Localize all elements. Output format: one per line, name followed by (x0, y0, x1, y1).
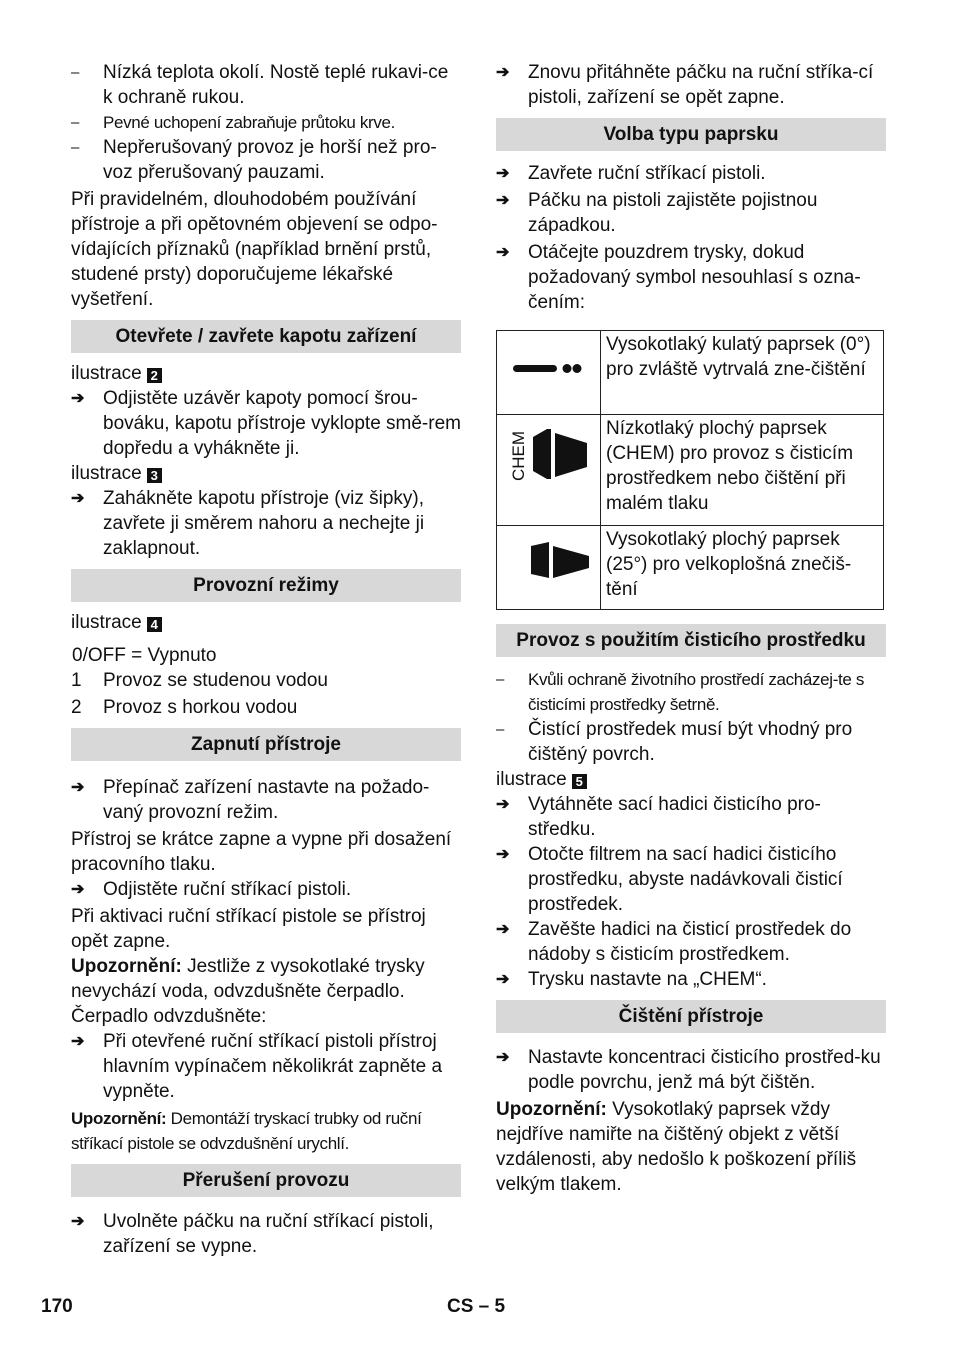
note-text: Jestliže z vysokotlaké trysky nevychází voda, odvzdušněte čerpadlo. (71, 956, 425, 1002)
illustration-label: ilustrace (71, 363, 142, 384)
language-page-label: CS – 5 (447, 1296, 506, 1317)
section-heading: Provozní režimy (71, 569, 461, 602)
step-item (496, 188, 886, 238)
step-item (496, 967, 886, 992)
flat-jet-icon (497, 526, 600, 602)
illustration-ref (71, 361, 461, 386)
step-item (71, 386, 461, 461)
step-text: Znovu přitáhněte páčku na ruční stříka-cí pistoli, zařízení se opět zapne. (528, 62, 874, 108)
arrow-icon: ➔ (496, 165, 510, 182)
paragraph: Při pravidelném, dlouhodobém používání přístroje a při opětovném objevení se odpo-vídajících příznaků (například brnění prstů, studené prsty) doporučujeme lékařské vyšetření. (71, 189, 438, 310)
arrow-icon: ➔ (496, 921, 510, 938)
step-text: Přepínač zařízení nastavte na požado-vaný provozní režim. (103, 777, 430, 823)
list-item (71, 135, 461, 185)
step-item (71, 775, 461, 825)
step-item (71, 877, 461, 902)
table-cell-symbol (497, 331, 601, 415)
spray-type-table (496, 330, 884, 610)
mode-number: 1 (71, 670, 82, 691)
illustration-number-badge: 3 (147, 468, 162, 483)
arrow-icon: ➔ (71, 1213, 85, 1230)
dash-bullet: – (496, 721, 505, 738)
arrow-icon: ➔ (71, 881, 85, 898)
page-number: 170 (41, 1296, 73, 1317)
list-item-text: Kvůli ochraně životního prostředí zacházej-te s čisticími prostředky šetrně. (528, 670, 865, 714)
step-item (496, 792, 886, 842)
mode-item (71, 695, 461, 720)
step-item (496, 842, 886, 917)
list-item-text: Nepřerušovaný provoz je horší než pro-voz přerušovaný pauzami. (103, 137, 437, 183)
section-heading: Volba typu paprsku (496, 118, 886, 151)
mode-number: 2 (71, 697, 82, 718)
step-text: Otáčejte pouzdrem trysky, dokud požadovaný symbol nesouhlasí s ozna-čením: (528, 242, 861, 313)
step-item (71, 1029, 461, 1104)
mode-off-line: 0/OFF = Vypnuto (72, 645, 217, 666)
step-text: Uvolněte páčku na ruční stříkací pistoli, zařízení se vypne. (103, 1211, 434, 1257)
section-heading: Otevřete / zavřete kapotu zařízení (71, 320, 461, 353)
section-heading: Zapnutí přístroje (71, 728, 461, 761)
list-item-text: Čistící prostředek musí být vhodný pro čištěný povrch. (528, 719, 853, 765)
step-text: Otočte filtrem na sací hadici čisticího prostředku, abyste nadávkovali čisticí prostředek. (528, 844, 843, 915)
mode-text: Provoz s horkou vodou (103, 697, 298, 718)
illustration-label: ilustrace (496, 769, 567, 790)
step-text: Zavěšte hadici na čisticí prostředek do nádoby s čisticím prostředkem. (528, 919, 852, 965)
list-item (496, 717, 886, 767)
table-row (497, 331, 884, 415)
section-heading: Provoz s použitím čisticího prostředku (496, 624, 886, 657)
note-label: Upozornění: (71, 956, 182, 977)
chem-label: CHEM (509, 430, 528, 481)
illustration-ref (71, 610, 461, 635)
step-text: Páčku na pistoli zajistěte pojistnou západkou. (528, 190, 818, 236)
step-text: Nastavte koncentraci čisticího prostřed-ku podle povrchu, jenž má být čištěn. (528, 1047, 881, 1093)
section-heading: Čištění přístroje (496, 1000, 886, 1033)
step-text: Zavřete ruční stříkací pistoli. (528, 163, 766, 184)
note-label: Upozornění: (496, 1099, 607, 1120)
dash-bullet: – (496, 671, 505, 688)
arrow-icon: ➔ (496, 971, 510, 988)
mode-text: Provoz se studenou vodou (103, 670, 328, 691)
step-text: Při otevřené ruční stříkací pistoli přístroj hlavním vypínačem několikrát zapněte a vypněte. (103, 1031, 443, 1102)
illustration-label: ilustrace (71, 612, 142, 633)
step-text: Odjistěte uzávěr kapoty pomocí šrou-bováku, kapotu přístroje vyklopte smě-rem dopředu a vyhákněte ji. (103, 388, 461, 459)
arrow-icon: ➔ (496, 192, 510, 209)
table-cell-description: Nízkotlaký plochý paprsek (CHEM) pro provoz s čisticím prostředkem nebo čištění při malém tlaku (601, 415, 884, 526)
note (71, 954, 461, 1004)
arrow-icon: ➔ (71, 390, 85, 407)
illustration-number-badge: 4 (147, 617, 162, 632)
step-item (496, 240, 886, 315)
list-item-text: Nízká teplota okolí. Nostě teplé rukavi-ce k ochraně rukou. (103, 62, 449, 108)
paragraph: Při aktivaci ruční stříkací pistole se přístroj opět zapne. (71, 906, 426, 952)
list-item (71, 110, 461, 135)
mode-item (71, 668, 461, 693)
note (71, 1106, 461, 1156)
list-item-text: Pevné uchopení zabraňuje průtoku krve. (103, 113, 395, 132)
paragraph: Čerpadlo odvzdušněte: (71, 1006, 267, 1027)
note (496, 1097, 886, 1197)
note-label: Upozornění: (71, 1109, 167, 1128)
arrow-icon: ➔ (71, 779, 85, 796)
dash-bullet: – (71, 64, 80, 81)
arrow-icon: ➔ (71, 490, 85, 507)
step-item (496, 60, 886, 110)
arrow-icon: ➔ (496, 846, 510, 863)
left-column (71, 60, 461, 1259)
arrow-icon: ➔ (71, 1033, 85, 1050)
list-item (496, 667, 886, 717)
step-item (71, 1209, 461, 1259)
chem-flat-jet-icon (497, 415, 600, 518)
step-text: Odjistěte ruční stříkací pistoli. (103, 879, 352, 900)
section-heading: Přerušení provozu (71, 1164, 461, 1197)
table-row (497, 526, 884, 610)
arrow-icon: ➔ (496, 64, 510, 81)
right-column (496, 60, 886, 1197)
table-cell-symbol (497, 415, 601, 526)
note-text: Demontáží tryskací trubky od ruční stříkací pistole se odvzdušnění urychlí. (71, 1109, 422, 1153)
table-cell-description: Vysokotlaký plochý paprsek (25°) pro velkoplošná znečiš-tění (601, 526, 884, 610)
step-text: Vytáhněte sací hadici čisticího pro-středku. (528, 794, 821, 840)
arrow-icon: ➔ (496, 244, 510, 261)
table-cell-symbol (497, 526, 601, 610)
table-cell-description: Vysokotlaký kulatý paprsek (0°) pro zvláště vytrvalá zne-čištění (601, 331, 884, 415)
paragraph: Přístroj se krátce zapne a vypne při dosažení pracovního tlaku. (71, 829, 452, 875)
step-item (496, 161, 886, 186)
note-text: Vysokotlaký paprsek vždy nejdříve namiřte na čištěný objekt z větší vzdálenosti, aby nedošlo k poškození příliš velkým tlakem. (496, 1099, 857, 1195)
round-jet-icon (497, 331, 600, 407)
illustration-ref (71, 461, 461, 486)
arrow-icon: ➔ (496, 796, 510, 813)
step-item (496, 1045, 886, 1095)
illustration-number-badge: 2 (147, 368, 162, 383)
step-text: Trysku nastavte na „CHEM“. (528, 969, 767, 990)
arrow-icon: ➔ (496, 1049, 510, 1066)
illustration-ref (496, 767, 886, 792)
illustration-number-badge: 5 (572, 774, 587, 789)
list-item (71, 60, 461, 110)
table-row (497, 415, 884, 526)
step-text: Zahákněte kapotu přístroje (viz šipky), zavřete ji směrem nahoru a nechejte ji zaklapnout. (103, 488, 425, 559)
step-item (496, 917, 886, 967)
dash-bullet: – (71, 139, 80, 156)
dash-bullet: – (71, 114, 80, 131)
step-item (71, 486, 461, 561)
illustration-label: ilustrace (71, 463, 142, 484)
